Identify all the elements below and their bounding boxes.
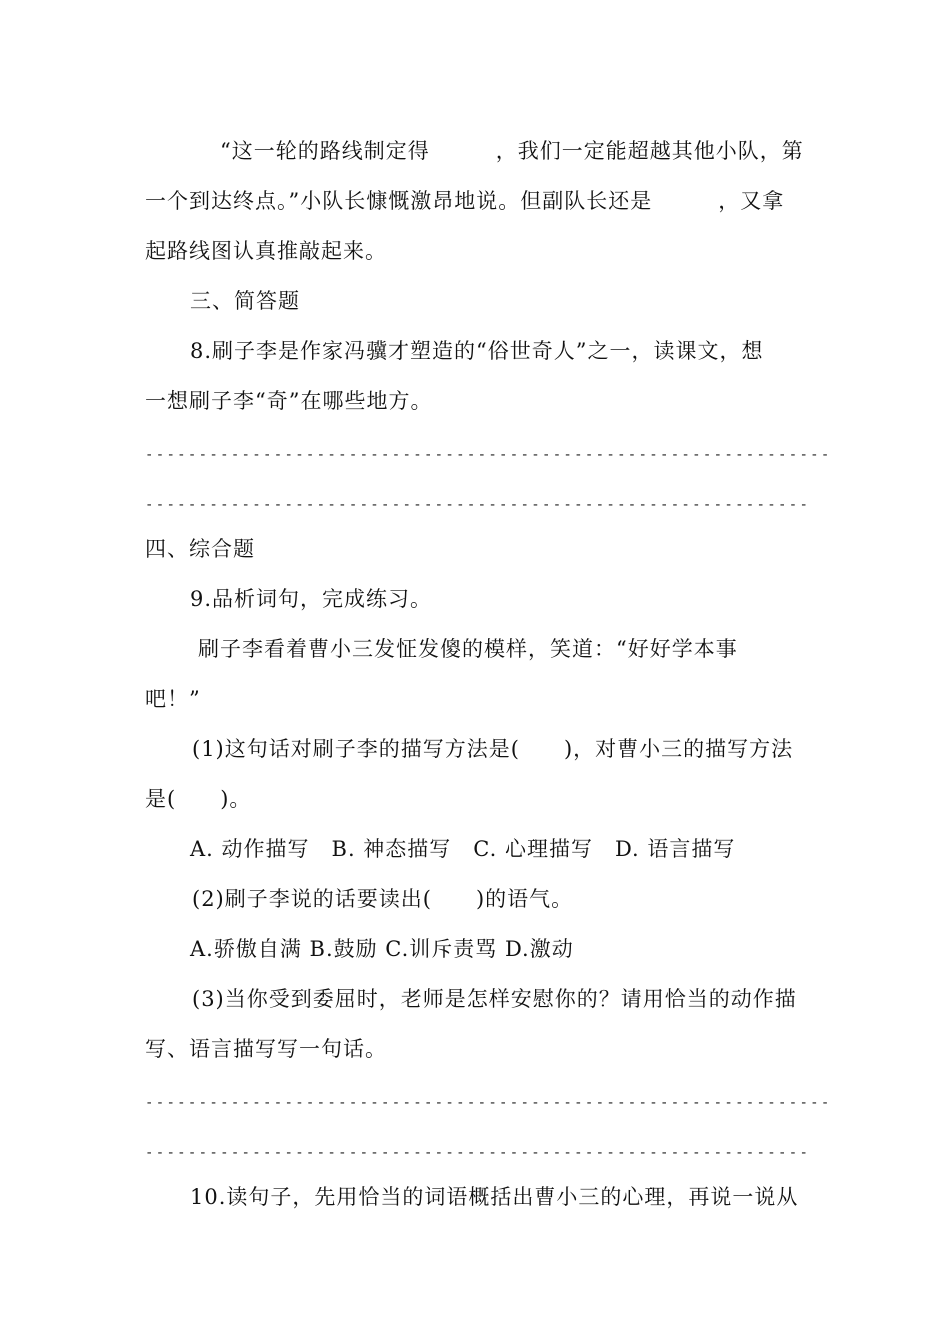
paragraph-line: 一个到达终点。”小队长慷慨激昂地说。但副队长还是 ，又拿 xyxy=(145,189,785,213)
sub-question-3-continued: 写、语言描写写一句话。 xyxy=(145,1037,387,1061)
answer-line: -------------------------------------------------------------- xyxy=(145,1146,811,1160)
answer-line: ---------------------------------------------------------------- xyxy=(145,1096,832,1110)
quoted-sentence: 刷子李看着曹小三发怔发傻的模样，笑道：“好好学本事 xyxy=(198,637,738,661)
question-8-continued: 一想刷子李“奇”在哪些地方。 xyxy=(145,389,433,413)
paragraph-line: “这一轮的路线制定得 ，我们一定能超越其他小队，第 xyxy=(220,139,804,163)
paragraph-line: 起路线图认真推敲起来。 xyxy=(145,239,387,263)
sub-question-1-options: A. 动作描写 B. 神态描写 C. 心理描写 D. 语言描写 xyxy=(190,837,736,861)
sub-question-3: (3)当你受到委屈时，老师是怎样安慰你的？请用恰当的动作描 xyxy=(192,987,797,1011)
sub-question-2-options: A.骄傲自满 B.鼓励 C.训斥责骂 D.激动 xyxy=(190,937,574,961)
question-8: 8.刷子李是作家冯骥才塑造的“俗世奇人”之一，读课文，想 xyxy=(190,339,764,363)
sub-question-2: (2)刷子李说的话要读出( )的语气。 xyxy=(192,887,574,911)
question-10: 10.读句子，先用恰当的词语概括出曹小三的心理，再说一说从 xyxy=(190,1185,799,1209)
section-heading: 四、综合题 xyxy=(145,537,255,561)
section-heading: 三、简答题 xyxy=(190,289,300,313)
question-9-title: 9.品析词句，完成练习。 xyxy=(190,587,433,611)
sub-question-1: (1)这句话对刷子李的描写方法是( )，对曹小三的描写方法 xyxy=(192,737,794,761)
answer-line: ---------------------------------------------------------------- xyxy=(145,448,832,462)
answer-line: -------------------------------------------------------------- xyxy=(145,498,811,512)
quoted-sentence-continued: 吧！” xyxy=(145,687,201,711)
sub-question-1-continued: 是( )。 xyxy=(145,787,252,811)
